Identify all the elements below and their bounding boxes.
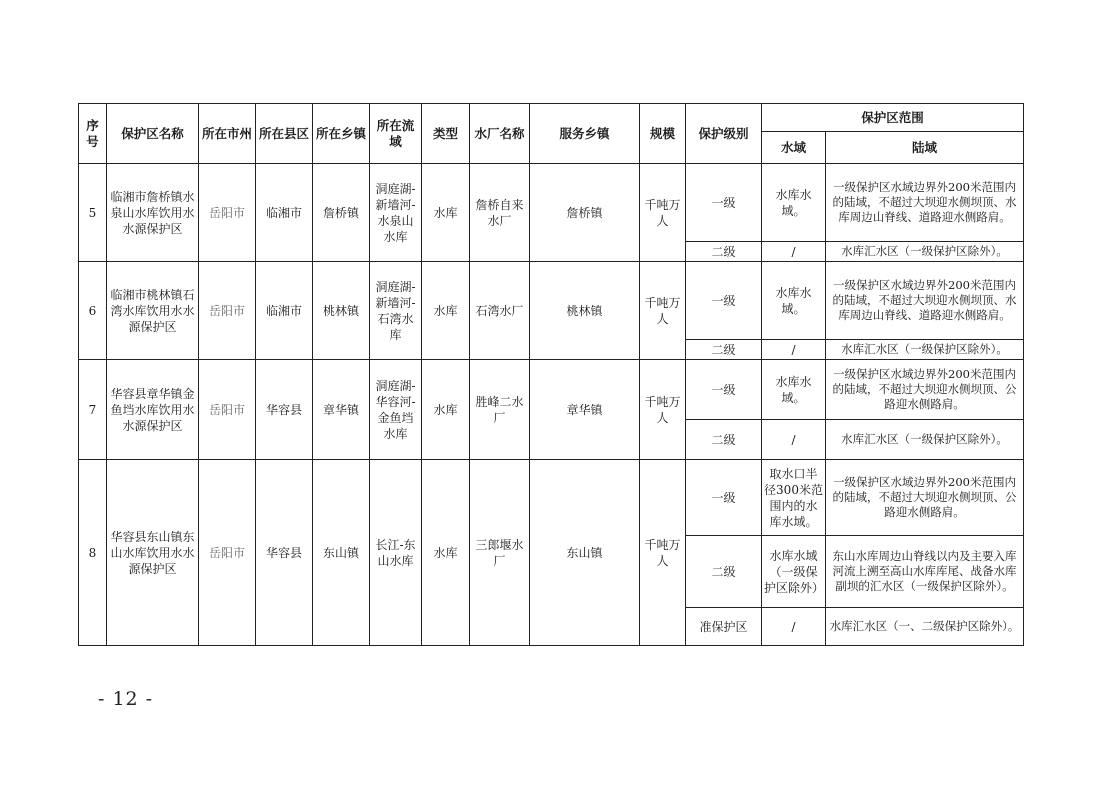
table-row — [79, 164, 1024, 242]
basin-cell: 洞庭湖-华容河-金鱼垱水库 — [370, 360, 422, 460]
level-cell: 一级 — [686, 460, 762, 536]
level-cell: 二级 — [686, 420, 762, 460]
water-cell: / — [762, 242, 826, 262]
town-cell: 桃林镇 — [313, 262, 370, 360]
service-cell: 詹桥镇 — [530, 164, 640, 262]
county-cell: 临湘市 — [256, 262, 313, 360]
header-name: 保护区名称 — [107, 104, 199, 164]
land-cell: 水库汇水区（一级保护区除外）。 — [826, 420, 1024, 460]
city-cell: 岳阳市 — [199, 262, 256, 360]
header-city: 所在市州 — [199, 104, 256, 164]
county-cell: 华容县 — [256, 460, 313, 646]
land-cell: 东山水库周边山脊线以内及主要入库河流上溯至高山水库库尾、战备水库副坝的汇水区（一级保护区除外）。 — [826, 536, 1024, 608]
land-cell: 一级保护区水域边界外200米范围内的陆域，不超过大坝迎水侧坝顶、公路迎水侧路肩。 — [826, 360, 1024, 420]
page-number: - 12 - — [98, 688, 154, 710]
header-scale: 规模 — [640, 104, 686, 164]
land-cell: 一级保护区水域边界外200米范围内的陆域，不超过大坝迎水侧坝顶、水库周边山脊线、道路迎水侧路肩。 — [826, 164, 1024, 242]
water-cell: 水库水域。 — [762, 262, 826, 340]
land-cell: 水库汇水区（一级保护区除外）。 — [826, 242, 1024, 262]
table-row — [79, 262, 1024, 340]
water-cell: 水库水域。 — [762, 164, 826, 242]
header-plant: 水厂名称 — [470, 104, 530, 164]
header-land: 陆域 — [826, 132, 1024, 164]
level-cell: 一级 — [686, 360, 762, 420]
level-cell: 一级 — [686, 262, 762, 340]
name-cell: 华容县章华镇金鱼垱水库饮用水水源保护区 — [107, 360, 199, 460]
level-cell: 二级 — [686, 340, 762, 360]
protection-zone-table — [78, 103, 1024, 646]
name-cell: 华容县东山镇东山水库饮用水水源保护区 — [107, 460, 199, 646]
level-cell: 二级 — [686, 242, 762, 262]
plant-cell: 詹桥自来水厂 — [470, 164, 530, 262]
header-town: 所在乡镇 — [313, 104, 370, 164]
type-cell: 水库 — [422, 460, 470, 646]
town-cell: 东山镇 — [313, 460, 370, 646]
service-cell: 章华镇 — [530, 360, 640, 460]
scale-cell: 千吨万人 — [640, 262, 686, 360]
town-cell: 詹桥镇 — [313, 164, 370, 262]
land-cell: 水库汇水区（一、二级保护区除外）。 — [826, 608, 1024, 646]
service-cell: 桃林镇 — [530, 262, 640, 360]
header-basin: 所在流域 — [370, 104, 422, 164]
level-cell: 一级 — [686, 164, 762, 242]
land-cell: 一级保护区水域边界外200米范围内的陆域，不超过大坝迎水侧坝顶、公路迎水侧路肩。 — [826, 460, 1024, 536]
city-cell: 岳阳市 — [199, 360, 256, 460]
table-row — [79, 460, 1024, 536]
header-seq: 序号 — [79, 104, 107, 164]
type-cell: 水库 — [422, 360, 470, 460]
basin-cell: 洞庭湖-新墙河-石湾水库 — [370, 262, 422, 360]
land-cell: 水库汇水区（一级保护区除外）。 — [826, 340, 1024, 360]
water-cell: / — [762, 608, 826, 646]
scale-cell: 千吨万人 — [640, 460, 686, 646]
name-cell: 临湘市桃林镇石湾水库饮用水水源保护区 — [107, 262, 199, 360]
table-row — [79, 360, 1024, 420]
level-cell: 二级 — [686, 536, 762, 608]
water-cell: 取水口半径300米范围内的水库水域。 — [762, 460, 826, 536]
basin-cell: 洞庭湖-新墙河-水泉山水库 — [370, 164, 422, 262]
water-cell: / — [762, 340, 826, 360]
type-cell: 水库 — [422, 262, 470, 360]
water-cell: 水库水域（一级保护区除外） — [762, 536, 826, 608]
city-cell: 岳阳市 — [199, 460, 256, 646]
city-cell: 岳阳市 — [199, 164, 256, 262]
header-water: 水域 — [762, 132, 826, 164]
basin-cell: 长江-东山水库 — [370, 460, 422, 646]
header-type: 类型 — [422, 104, 470, 164]
seq-cell: 6 — [79, 262, 107, 360]
header-service: 服务乡镇 — [530, 104, 640, 164]
plant-cell: 石湾水厂 — [470, 262, 530, 360]
county-cell: 临湘市 — [256, 164, 313, 262]
name-cell: 临湘市詹桥镇水泉山水库饮用水水源保护区 — [107, 164, 199, 262]
header-level: 保护级别 — [686, 104, 762, 164]
header-county: 所在县区 — [256, 104, 313, 164]
water-cell: / — [762, 420, 826, 460]
plant-cell: 胜峰二水厂 — [470, 360, 530, 460]
county-cell: 华容县 — [256, 360, 313, 460]
header-row-1 — [79, 104, 1024, 132]
land-cell: 一级保护区水域边界外200米范围内的陆域，不超过大坝迎水侧坝顶、水库周边山脊线、道路迎水侧路肩。 — [826, 262, 1024, 340]
seq-cell: 5 — [79, 164, 107, 262]
service-cell: 东山镇 — [530, 460, 640, 646]
seq-cell: 7 — [79, 360, 107, 460]
seq-cell: 8 — [79, 460, 107, 646]
level-cell: 准保护区 — [686, 608, 762, 646]
town-cell: 章华镇 — [313, 360, 370, 460]
plant-cell: 三郎堰水厂 — [470, 460, 530, 646]
type-cell: 水库 — [422, 164, 470, 262]
scale-cell: 千吨万人 — [640, 360, 686, 460]
water-cell: 水库水域。 — [762, 360, 826, 420]
scale-cell: 千吨万人 — [640, 164, 686, 262]
header-range: 保护区范围 — [762, 104, 1024, 132]
